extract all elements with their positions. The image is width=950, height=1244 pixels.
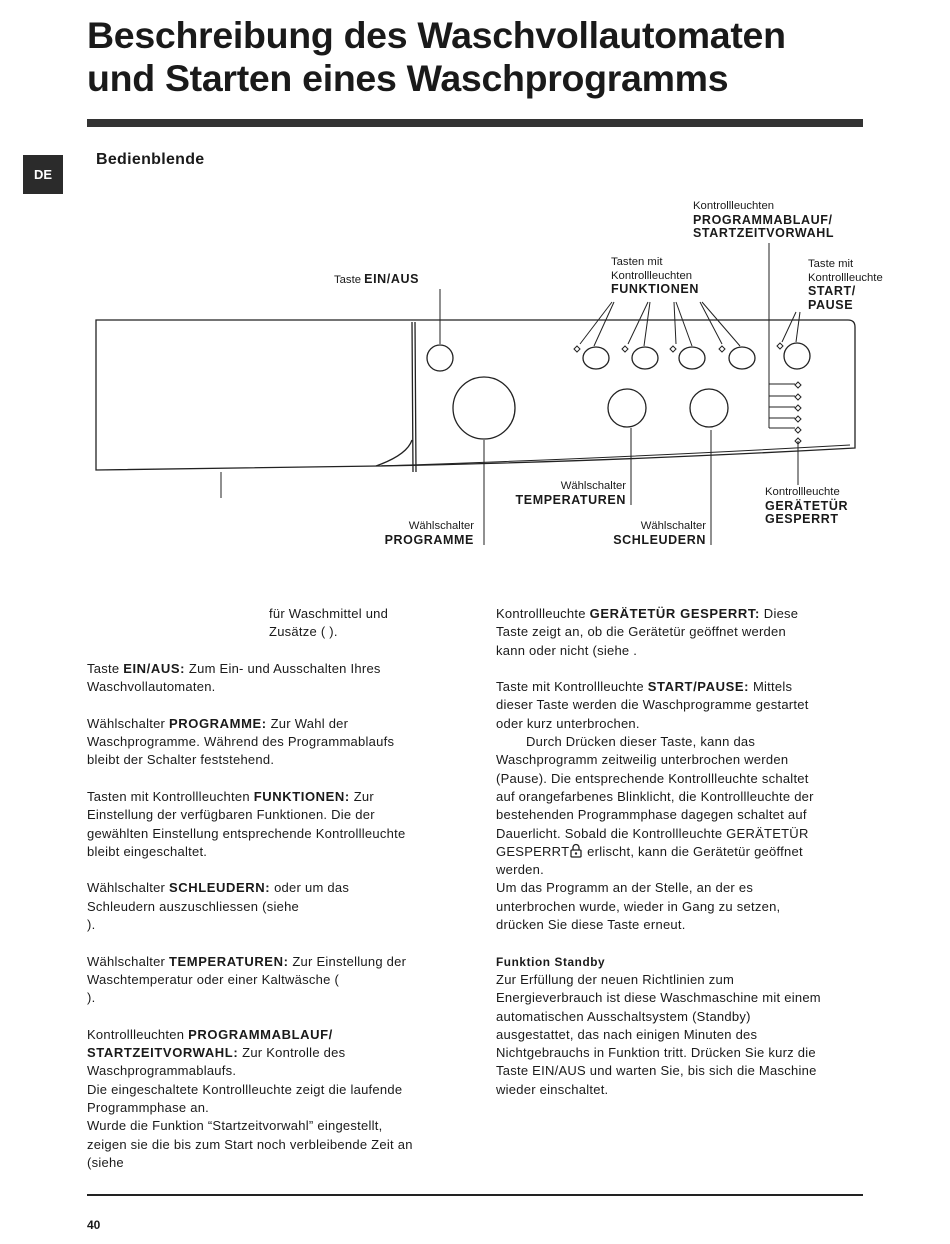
para-start-pause-c: Mittels dieser Taste werden die Waschprogramme gestartet oder kurz unterbrochen. (496, 679, 809, 731)
section-title: Bedienblende (96, 151, 205, 168)
para-onoff (87, 660, 467, 697)
para-pause-detail (496, 733, 868, 879)
para-phase-leds-c: Zur Kontrolle des Waschprogrammablaufs. Die eingeschaltete Kontrollleuchte zeigt die laufende Programmphase an. Wurde die Funktion “Startzeitvorwahl” eingestellt, zeigen sie die bis zum Start noch verbleibende Zeit an (siehe (87, 1045, 413, 1170)
label-functions (611, 256, 699, 297)
panel-outline (96, 320, 855, 470)
left-text-column (87, 605, 467, 1172)
para-programme-b: PROGRAMME: (169, 715, 267, 731)
function-button-2 (632, 347, 658, 369)
label-programme-bold: PROGRAMME (384, 532, 474, 547)
label-door-lock-bold-1: GERÄTETÜR (765, 498, 849, 513)
label-temperature-bold: TEMPERATUREN (515, 492, 626, 507)
para-spin-b: SCHLEUDERN: (169, 880, 271, 896)
label-start-pause-bold-1: START/ (808, 284, 856, 298)
function-button-4 (729, 347, 755, 369)
label-onoff-bold: EIN/AUS (364, 272, 420, 286)
label-functions-bold: FUNKTIONEN (611, 282, 699, 296)
para-onoff-c: Zum Ein- und Ausschalten Ihres Waschvollautomaten. (87, 660, 381, 695)
page-number: 40 (87, 1218, 101, 1232)
right-text-column (496, 605, 868, 1099)
para-spin-c: oder um das Schleudern auszuschliessen (siehe ). (87, 880, 350, 933)
para-pause-detail-b: erlischt, kann die Gerätetür geöffnet werden. (496, 843, 803, 878)
para-programme (87, 715, 467, 770)
para-start-pause-a: Taste mit Kontrollleuchte (496, 679, 648, 695)
label-onoff (334, 273, 419, 288)
label-phase-leds (693, 200, 834, 241)
para-spin-a: Wählschalter (87, 880, 169, 896)
label-start-pause-small-2: Kontrollleuchte (808, 271, 883, 284)
label-phase-leds-bold-1: PROGRAMMABLAUF/ (693, 212, 833, 227)
para-start-pause-b: START/PAUSE: (647, 679, 750, 695)
para-door-lock-c: Diese Taste zeigt an, ob die Gerätetür geöffnet werden kann oder nicht (siehe . (496, 606, 799, 658)
label-spin-small: Wählschalter (640, 520, 706, 532)
label-door-lock-small: Kontrollleuchte (765, 486, 840, 498)
para-temperature-a: Wählschalter (87, 953, 169, 969)
para-start-pause (496, 678, 868, 733)
para-phase-leds-b: PROGRAMMABLAUF/ STARTZEITVORWAHL: (87, 1026, 333, 1061)
para-door-lock-b: GERÄTETÜR GESPERRT: (589, 606, 760, 621)
label-temperature-small: Wählschalter (560, 480, 626, 492)
para-onoff-b: EIN/AUS: (123, 660, 186, 676)
para-functions-a: Tasten mit Kontrollleuchten (87, 788, 254, 804)
onoff-button (427, 345, 453, 371)
para-programme-a: Wählschalter (87, 715, 169, 731)
label-functions-small-2: Kontrollleuchten (611, 269, 693, 282)
para-door-lock (496, 605, 868, 660)
para-onoff-a: Taste (87, 660, 124, 676)
para-standby (496, 971, 868, 1099)
para-detergent (87, 605, 467, 642)
para-spin (87, 879, 467, 934)
function-button-1 (583, 347, 609, 369)
para-temperature (87, 953, 467, 1008)
para-pause-detail-a: Durch Drücken dieser Taste, kann das Waschprogramm zeitweilig unterbrochen werden (Pause). Die entsprechende Kontrollleuchte schaltet auf orangefarbenes Blinklicht, die Kontrollleuchte der bestehenden Programmphase dagegen schaltet auf Dauerlicht. Sobald die Kontrollleuchte GERÄTETÜR GESPERRT (496, 734, 814, 859)
para-resume-text: Um das Programm an der Stelle, an der es unterbrochen wurde, wieder in Gang zu setzen, drücken Sie diese Taste erneut. (496, 880, 781, 933)
language-tab: DE (23, 155, 63, 194)
para-temperature-b: TEMPERATUREN: (169, 953, 289, 969)
label-programme (330, 520, 474, 547)
page-title-line-2: und Starten eines Waschprogramms (87, 57, 729, 99)
phase-led-markers (795, 382, 801, 444)
temperature-knob (608, 389, 646, 427)
para-phase-leds (87, 1026, 467, 1172)
para-door-lock-a: Kontrollleuchte (496, 606, 590, 621)
footer-rule (87, 1194, 863, 1196)
label-programme-small: Wählschalter (408, 520, 474, 532)
label-phase-leds-small: Kontrollleuchten (693, 200, 775, 212)
standby-title: Funktion Standby (496, 954, 606, 969)
para-programme-c: Zur Wahl der Waschprogramme. Während des Programmablaufs bleibt der Schalter feststehend. (87, 715, 395, 768)
para-functions-b: FUNKTIONEN: (253, 788, 350, 804)
label-start-pause-bold-2: PAUSE (808, 297, 854, 312)
para-resume (496, 879, 868, 934)
para-detergent-text: für Waschmittel und Zusätze ( ). (269, 606, 389, 640)
panel-inner-line (378, 445, 850, 466)
label-spin (560, 520, 706, 547)
function-button-3 (679, 347, 705, 369)
label-phase-leds-bold-2: STARTZEITVORWAHL (693, 226, 835, 240)
label-temperature (480, 480, 626, 507)
label-door-lock (765, 486, 848, 527)
label-start-pause (808, 258, 883, 312)
label-spin-bold: SCHLEUDERN (613, 532, 706, 547)
label-door-lock-bold-2: GESPERRT (765, 512, 839, 526)
label-functions-small-1: Tasten mit (611, 256, 663, 268)
label-onoff-small: Taste (334, 274, 362, 286)
spin-knob (690, 389, 728, 427)
para-functions-c: Zur Einstellung der verfügbaren Funktionen. Die der gewählten Einstellung entsprechende Kontrollleuchte bleibt eingeschaltet. (87, 788, 406, 859)
label-start-pause-small-1: Taste mit (808, 258, 854, 270)
page-title-line-1: Beschreibung des Waschvollautomaten (87, 14, 786, 56)
start-pause-button (784, 343, 810, 369)
para-standby-text: Zur Erfüllung der neuen Richtlinien zum Energieverbrauch ist diese Waschmaschine mit einem automatischen Ausschaltsystem (Standby) ausgestattet, das nach einigen Minuten des Nichtgebrauchs in Funktion tritt. Drücken Sie kurz die Taste EIN/AUS und warten Sie, bis sich die Maschine wieder einschaltet. (496, 971, 821, 1097)
para-phase-leds-a: Kontrollleuchten (87, 1026, 189, 1042)
lock-icon (569, 843, 583, 858)
programme-knob (453, 377, 515, 439)
detergent-drawer-edge (376, 322, 416, 472)
para-functions (87, 788, 467, 861)
para-temperature-c: Zur Einstellung der Waschtemperatur oder einer Kaltwäsche ( ). (87, 953, 407, 1006)
